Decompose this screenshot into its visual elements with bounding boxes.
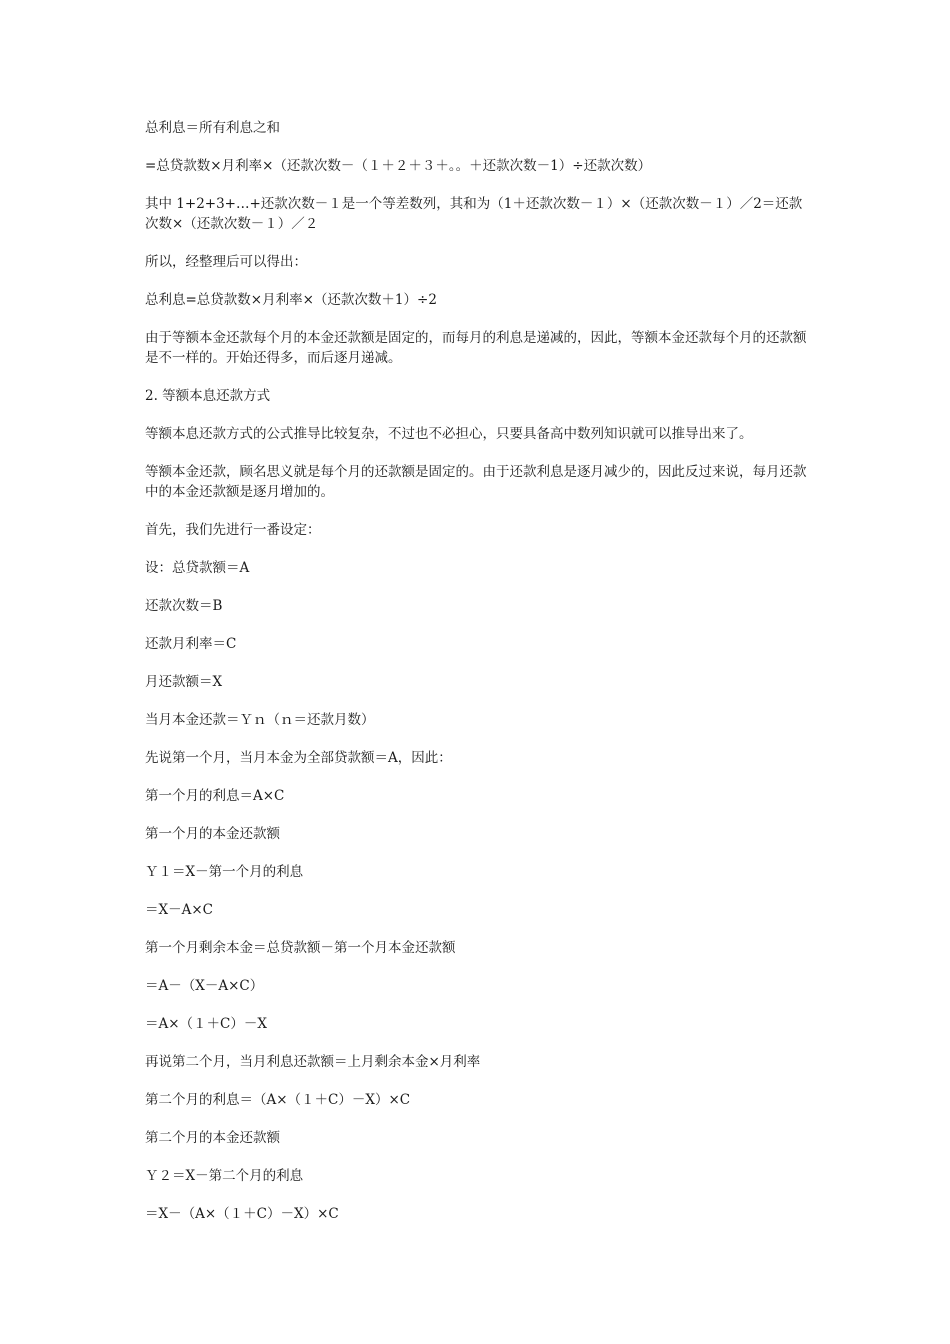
paragraph-conclusion-intro: 所以，经整理后可以得出： (145, 254, 307, 270)
paragraph-equal-installment-explanation: 等额本金还款，顾名思义就是每个月的还款额是固定的。由于还款利息是逐月减少的，因此反过来说，每月还款中的本金还款额是逐月增加的。 (145, 464, 807, 500)
definition-repayment-count: 还款次数＝B (145, 598, 223, 614)
section-heading-equal-installment: 2. 等额本息还款方式 (145, 388, 271, 404)
formula-y1-expanded: ＝X－A×C (145, 902, 214, 918)
formula-first-month-remaining: 第一个月剩余本金＝总贷款额－第一个月本金还款额 (145, 940, 456, 956)
paragraph-equal-principal-explanation: 由于等额本金还款每个月的本金还款额是固定的，而每月的利息是递减的，因此，等额本金还款每个月的还款额是不一样的。开始还得多，而后逐月递减。 (145, 330, 807, 366)
paragraph-arithmetic-series: 其中 1+2+3+…+还款次数－１是一个等差数列，其和为（1＋还款次数－１）×（还款次数－１）／2＝还款次数×（还款次数－１）／２ (145, 196, 803, 232)
label-first-month-principal: 第一个月的本金还款额 (145, 826, 280, 842)
formula-y1: Ｙ１＝X－第一个月的利息 (145, 864, 304, 880)
formula-y2: Ｙ２＝X－第二个月的利息 (145, 1168, 304, 1184)
formula-first-month-remaining-result: ＝A×（１＋C）－X (145, 1016, 268, 1032)
paragraph-total-interest-formula: =总贷款数×月利率×（还款次数－（１＋２＋３＋。。＋还款次数－1）÷还款次数） (145, 158, 652, 174)
paragraph-setup-intro: 首先，我们先进行一番设定： (145, 522, 321, 538)
paragraph-total-interest-definition: 总利息＝所有利息之和 (145, 120, 280, 136)
formula-first-month-interest: 第一个月的利息＝A×C (145, 788, 285, 804)
label-second-month-principal: 第二个月的本金还款额 (145, 1130, 280, 1146)
paragraph-total-interest-result: 总利息=总贷款数×月利率×（还款次数＋1）÷2 (145, 292, 437, 308)
definition-monthly-rate: 还款月利率＝C (145, 636, 237, 652)
formula-second-month-interest: 第二个月的利息＝（A×（１＋C）－X）×C (145, 1092, 411, 1108)
paragraph-second-month-intro: 再说第二个月，当月利息还款额＝上月剩余本金×月利率 (145, 1054, 481, 1070)
formula-y2-expanded: ＝X－（A×（１＋C）－X）×C (145, 1206, 339, 1222)
definition-total-loan: 设：总贷款额＝A (145, 560, 250, 576)
definition-monthly-payment: 月还款额＝X (145, 674, 223, 690)
definition-monthly-principal: 当月本金还款＝Ｙｎ（ｎ＝还款月数） (145, 712, 375, 728)
formula-first-month-remaining-step: ＝A－（X－A×C） (145, 978, 264, 994)
paragraph-derivation-note: 等额本息还款方式的公式推导比较复杂，不过也不必担心，只要具备高中数列知识就可以推导出来了。 (145, 426, 753, 442)
paragraph-first-month-intro: 先说第一个月，当月本金为全部贷款额＝A，因此： (145, 750, 452, 766)
